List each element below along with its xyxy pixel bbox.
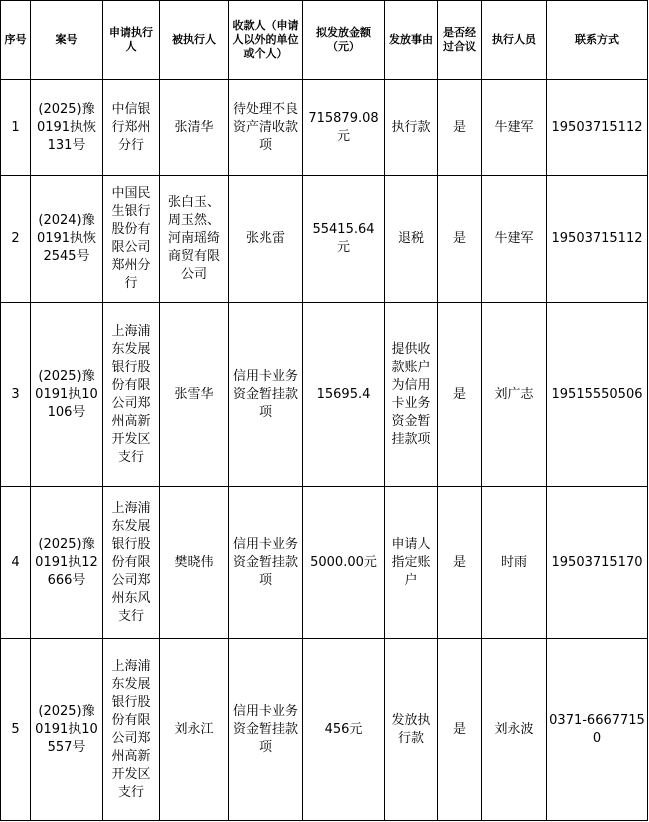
cell-contact: 0371-66677150 xyxy=(547,639,648,821)
table-header-row xyxy=(1,1,648,80)
header-cell-reason: 发放事由 xyxy=(385,1,438,80)
cell-officer: 刘永波 xyxy=(482,639,547,821)
cell-officer: 刘广志 xyxy=(482,303,547,487)
cell-collegiate: 是 xyxy=(438,80,482,176)
cell-officer: 牛建军 xyxy=(482,176,547,303)
cell-respondent: 张白玉、周玉然、河南瑶绮商贸有限公司 xyxy=(160,176,229,303)
cell-applicant: 上海浦东发展银行股份有限公司郑州高新开发区支行 xyxy=(103,639,160,821)
header-cell-amount: 拟发放金额（元） xyxy=(303,1,385,80)
cell-contact: 19503715112 xyxy=(547,176,648,303)
cell-reason: 退税 xyxy=(385,176,438,303)
cell-contact: 19503715170 xyxy=(547,487,648,639)
header-cell-applicant: 申请执行人 xyxy=(103,1,160,80)
header-cell-case-number: 案号 xyxy=(31,1,103,80)
header-cell-collegiate: 是否经过合议 xyxy=(438,1,482,80)
cell-officer: 牛建军 xyxy=(482,80,547,176)
cell-index: 2 xyxy=(1,176,31,303)
cell-reason: 提供收款账户为信用卡业务资金暂挂款项 xyxy=(385,303,438,487)
table-row xyxy=(1,487,648,639)
cell-payee: 信用卡业务资金暂挂款项 xyxy=(229,487,303,639)
cell-case-number: (2025)豫0191执10557号 xyxy=(31,639,103,821)
cell-index: 3 xyxy=(1,303,31,487)
header-cell-payee: 收款人（申请人以外的单位或个人） xyxy=(229,1,303,80)
cell-collegiate: 是 xyxy=(438,303,482,487)
header-cell-index: 序号 xyxy=(1,1,31,80)
cell-contact: 19515550506 xyxy=(547,303,648,487)
cell-applicant: 中信银行郑州分行 xyxy=(103,80,160,176)
cell-applicant: 上海浦东发展银行股份有限公司郑州东风支行 xyxy=(103,487,160,639)
cell-index: 4 xyxy=(1,487,31,639)
cell-amount: 456元 xyxy=(303,639,385,821)
cell-respondent: 张清华 xyxy=(160,80,229,176)
cell-amount: 5000.00元 xyxy=(303,487,385,639)
cell-collegiate: 是 xyxy=(438,639,482,821)
cell-reason: 发放执行款 xyxy=(385,639,438,821)
cell-index: 5 xyxy=(1,639,31,821)
cell-amount: 715879.08元 xyxy=(303,80,385,176)
cell-case-number: (2025)豫0191执10106号 xyxy=(31,303,103,487)
table-row xyxy=(1,176,648,303)
cell-collegiate: 是 xyxy=(438,176,482,303)
table-row xyxy=(1,639,648,821)
cell-case-number: (2025)豫0191执恢131号 xyxy=(31,80,103,176)
cell-collegiate: 是 xyxy=(438,487,482,639)
cell-respondent: 樊晓伟 xyxy=(160,487,229,639)
table-row xyxy=(1,303,648,487)
cell-index: 1 xyxy=(1,80,31,176)
header-cell-respondent: 被执行人 xyxy=(160,1,229,80)
cell-respondent: 张雪华 xyxy=(160,303,229,487)
cell-payee: 信用卡业务资金暂挂款项 xyxy=(229,303,303,487)
cell-reason: 执行款 xyxy=(385,80,438,176)
cell-payee: 待处理不良资产清收款项 xyxy=(229,80,303,176)
cell-reason: 申请人指定账户 xyxy=(385,487,438,639)
header-cell-contact: 联系方式 xyxy=(547,1,648,80)
cell-payee: 信用卡业务资金暂挂款项 xyxy=(229,639,303,821)
cell-applicant: 上海浦东发展银行股份有限公司郑州高新开发区支行 xyxy=(103,303,160,487)
cell-payee: 张兆雷 xyxy=(229,176,303,303)
table-row xyxy=(1,80,648,176)
cell-applicant: 中国民生银行股份有限公司郑州分行 xyxy=(103,176,160,303)
header-cell-officer: 执行人员 xyxy=(482,1,547,80)
cell-amount: 15695.4 xyxy=(303,303,385,487)
cell-case-number: (2024)豫0191执恢2545号 xyxy=(31,176,103,303)
cell-contact: 19503715112 xyxy=(547,80,648,176)
cell-officer: 时雨 xyxy=(482,487,547,639)
cell-respondent: 刘永江 xyxy=(160,639,229,821)
cell-case-number: (2025)豫0191执12666号 xyxy=(31,487,103,639)
cell-amount: 55415.64元 xyxy=(303,176,385,303)
